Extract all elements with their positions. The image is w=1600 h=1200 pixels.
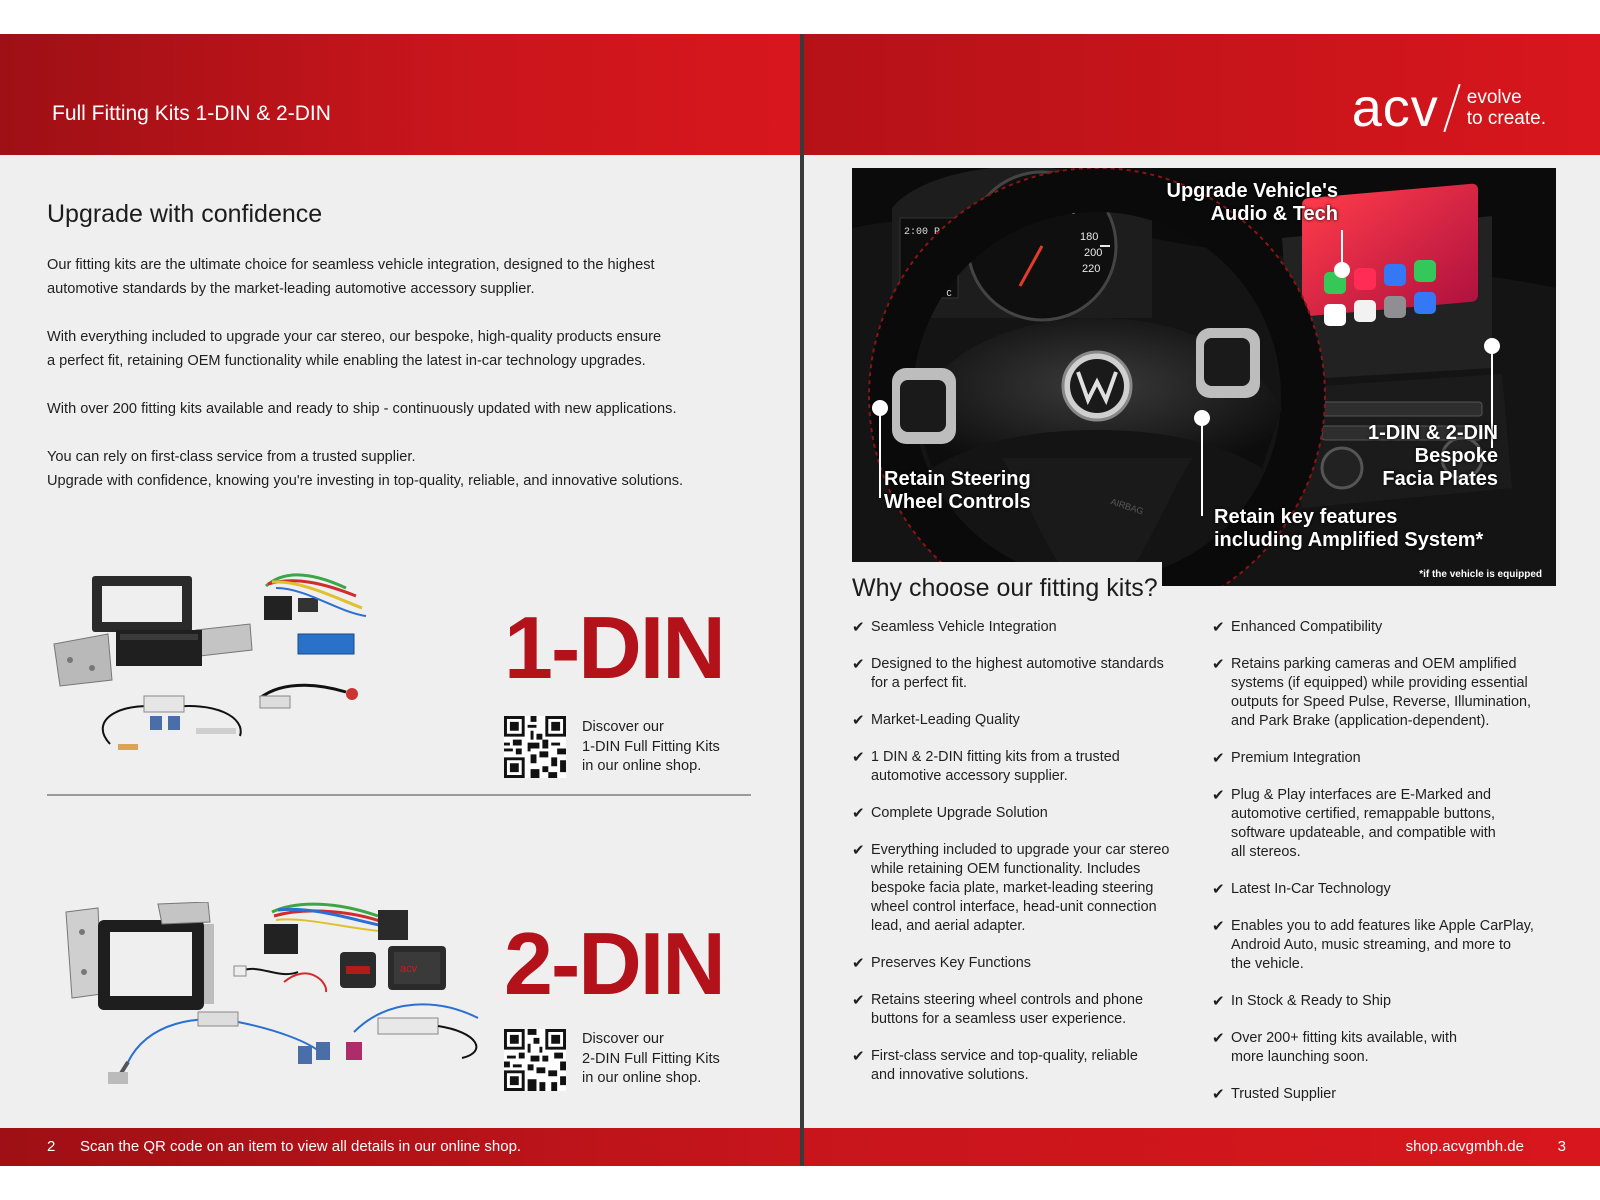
din1-label: 1-DIN [504,598,724,697]
check-icon: ✔ [852,805,865,822]
callout-din-line3: Facia Plates [1382,468,1498,490]
benefit-item [852,618,1192,637]
left-footer-band [0,1128,800,1166]
benefit-text-line: Premium Integration [1231,750,1361,766]
speed-180: 180 [1080,231,1099,243]
benefits-column-2 [1212,618,1552,1122]
benefit-text-line: Android Auto, music streaming, and more to [1231,937,1511,953]
din2-left-bracket [66,908,102,998]
din1-left-bracket [54,634,112,686]
callout-key-features [1214,506,1483,552]
benefit-text-line: Trusted Supplier [1231,1086,1337,1102]
din2-qr-line1: Discover our [582,1031,664,1047]
benefit-text-line: Complete Upgrade Solution [871,805,1048,821]
check-icon: ✔ [1212,787,1225,804]
intro-p1-line1: Our fitting kits are the ultimate choice for seamless vehicle integration, designed to the highest [47,257,655,273]
car-interior-photo [852,168,1556,586]
why-heading: Why choose our fitting kits? [852,574,1158,602]
check-icon: ✔ [852,656,865,673]
right-page-number: 3 [1557,1138,1566,1155]
callout-steering-line2: Wheel Controls [884,491,1031,513]
din1-kit-image [46,568,376,774]
intro-paragraph-2 [47,325,747,373]
benefit-text-line: Seamless Vehicle Integration [871,619,1057,635]
left-header-band [0,34,800,155]
intro-p2-line1: With everything included to upgrade your car stereo, our bespoke, high-quality products ensure [47,329,662,345]
callout-features-line1: Retain key features [1214,506,1398,528]
benefit-text-line: automotive certified, remappable buttons, [1231,806,1495,822]
benefit-text-line: while retaining OEM functionality. Includes [871,861,1141,877]
intro-p4-line2: Upgrade with confidence, knowing you're investing in top-quality, reliable, and innovative solutions. [47,473,684,489]
callout-audio-line2: Audio & Tech [1210,203,1338,225]
check-icon: ✔ [852,1048,865,1065]
benefit-text-line: 1 DIN & 2-DIN fitting kits from a trusted [871,749,1120,765]
benefit-text-line: all stereos. [1231,844,1301,860]
check-icon: ✔ [852,749,865,766]
intro-p3-line1: With over 200 fitting kits available and ready to ship - continuously updated with new applications. [47,401,677,417]
din1-connector [264,596,292,620]
intro-heading: Upgrade with confidence [47,200,323,228]
benefit-text-line: more launching soon. [1231,1049,1369,1065]
brochure-spread [0,34,1600,1166]
header-title: Full Fitting Kits 1-DIN & 2-DIN [52,102,331,125]
din2-qr-code[interactable] [504,1029,566,1091]
benefit-text-line: Latest In-Car Technology [1231,881,1391,897]
benefit-item [1212,1085,1552,1104]
benefit-item [852,954,1192,973]
benefit-text-line: Over 200+ fitting kits available, with [1231,1030,1457,1046]
benefit-text-line: lead, and aerial adapter. [871,918,1026,934]
din2-qr-line3: in our online shop. [582,1070,702,1086]
benefit-item [852,655,1192,693]
benefit-text-line: and innovative solutions. [871,1067,1029,1083]
din2-connector [264,924,298,954]
check-icon: ✔ [1212,993,1225,1010]
intro-paragraph-1 [47,253,747,301]
intro-p4-line1: You can rely on first-class service from a trusted supplier. [47,449,416,465]
cluster-temperature: 26.0 °C [914,289,952,299]
callout-din-line2: Bespoke [1414,445,1498,467]
intro-paragraph-3 [47,397,747,421]
callout-audio-line1: Upgrade Vehicle's [1166,180,1338,202]
check-icon: ✔ [852,992,865,1009]
cluster-gear: P [934,227,941,238]
check-icon: ✔ [1212,918,1225,935]
right-page [804,34,1600,1166]
benefit-text-line: Enhanced Compatibility [1231,619,1383,635]
check-icon: ✔ [1212,656,1225,673]
benefit-text-line: Retains steering wheel controls and phone [871,992,1143,1008]
speed-80: 80 [1004,207,1017,219]
airbag-text: AIRBAG [1109,496,1145,517]
benefit-item [1212,917,1552,974]
benefit-item [852,804,1192,823]
intro-paragraph-4 [47,445,747,493]
speed-220: 220 [1082,263,1101,275]
benefit-item [852,711,1192,730]
benefit-text-line: Retains parking cameras and OEM amplified [1231,656,1517,672]
shop-url[interactable]: shop.acvgmbh.de [1405,1138,1524,1155]
benefit-item [1212,749,1552,768]
din1-qr-code[interactable] [504,716,566,778]
benefit-item [852,991,1192,1029]
intro-p1-line2: automotive standards by the market-leading automotive accessory supplier. [47,281,535,297]
benefit-text-line: the vehicle. [1231,956,1304,972]
benefit-item [1212,992,1552,1011]
check-icon: ✔ [1212,619,1225,636]
din1-aerial-adapter [144,696,184,712]
benefit-text-line: First-class service and top-quality, reliable [871,1048,1138,1064]
callout-din-facia [1368,422,1498,491]
callout-features-line2: including Amplified System* [1214,529,1484,551]
benefit-text-line: wheel control interface, head-unit connection [871,899,1157,915]
din2-aerial-adapter [378,1018,438,1034]
logo-tag-line1: evolve [1466,87,1522,108]
section-divider [47,794,751,796]
speed-140: 140 [1058,205,1077,217]
check-icon: ✔ [852,955,865,972]
din2-label: 2-DIN [504,914,724,1013]
din2-qr-text [582,1030,720,1089]
din2-box-logo: acv [400,963,418,975]
benefit-text-line: buttons for a seamless user experience. [871,1011,1127,1027]
din2-qr-line2: 2-DIN Full Fitting Kits [582,1050,720,1067]
benefit-text-line: Preserves Key Functions [871,955,1031,971]
din1-qr-line3: in our online shop. [582,758,702,774]
right-header-band [804,34,1600,155]
check-icon: ✔ [852,842,865,859]
din2-right-bracket [158,902,210,924]
benefit-item [852,748,1192,786]
benefit-text-line: Enables you to add features like Apple CarPlay, [1231,918,1534,934]
benefit-item [1212,786,1552,862]
benefit-text-line: for a perfect fit. [871,675,967,691]
benefit-text-line: Everything included to upgrade your car stereo [871,842,1170,858]
intro-p2-line2: a perfect fit, retaining OEM functionality while enabling the latest in-car technology upgrades. [47,353,646,369]
din1-qr-line2: 1-DIN Full Fitting Kits [582,738,720,755]
right-footer-band [804,1128,1600,1166]
check-icon: ✔ [1212,881,1225,898]
benefit-item [1212,655,1552,731]
logo-tag-line2: to create. [1466,108,1546,129]
benefit-item [1212,1029,1552,1067]
speed-120: 120 [1042,197,1061,209]
callout-audio-tech [1167,180,1339,226]
benefit-item [1212,618,1552,637]
din1-qr-text [582,718,720,777]
benefit-item [1212,880,1552,899]
benefit-text-line: software updateable, and compatible with [1231,825,1496,841]
photo-footnote: *if the vehicle is equipped [1419,569,1542,580]
din1-right-bracket [196,624,252,656]
speed-60: 60 [992,223,1005,235]
benefit-text-line: outputs for Speed Pulse, Reverse, Illumination, [1231,694,1531,710]
intro-section [47,200,747,517]
check-icon: ✔ [1212,750,1225,767]
left-page-number: 2 [47,1138,56,1155]
callout-steering-line1: Retain Steering [884,468,1031,490]
benefit-text-line: and Park Brake (application-dependent). [1231,713,1490,729]
din2-kit-image [58,902,494,1098]
benefit-text-line: systems (if equipped) while providing essential [1231,675,1528,691]
benefits-column-1 [852,618,1192,1103]
logo-slash [1443,84,1460,132]
benefit-item [852,841,1192,936]
logo-tagline [1467,87,1546,129]
speed-200: 200 [1084,247,1103,259]
left-page [0,34,800,1166]
logo-word: acv [1351,78,1439,138]
callout-steering [884,468,1031,514]
speed-100: 100 [1020,199,1039,211]
callout-din-line1: 1-DIN & 2-DIN [1367,422,1498,444]
benefit-text-line: bespoke facia plate, market-leading steering [871,880,1154,896]
benefit-text-line: Plug & Play interfaces are E-Marked and [1231,787,1491,803]
acv-logo[interactable] [1352,78,1546,138]
benefit-text-line: automotive accessory supplier. [871,768,1068,784]
benefit-text-line: Designed to the highest automotive standards [871,656,1164,672]
benefit-text-line: Market-Leading Quality [871,712,1020,728]
check-icon: ✔ [1212,1030,1225,1047]
check-icon: ✔ [852,712,865,729]
footer-qr-hint: Scan the QR code on an item to view all details in our online shop. [80,1138,522,1155]
benefit-item [852,1047,1192,1085]
din1-interface-box [298,634,354,654]
check-icon: ✔ [1212,1086,1225,1103]
din1-qr-line1: Discover our [582,719,664,735]
benefit-text-line: In Stock & Ready to Ship [1231,993,1391,1009]
check-icon: ✔ [852,619,865,636]
cluster-clock: 2:00 [904,227,929,238]
